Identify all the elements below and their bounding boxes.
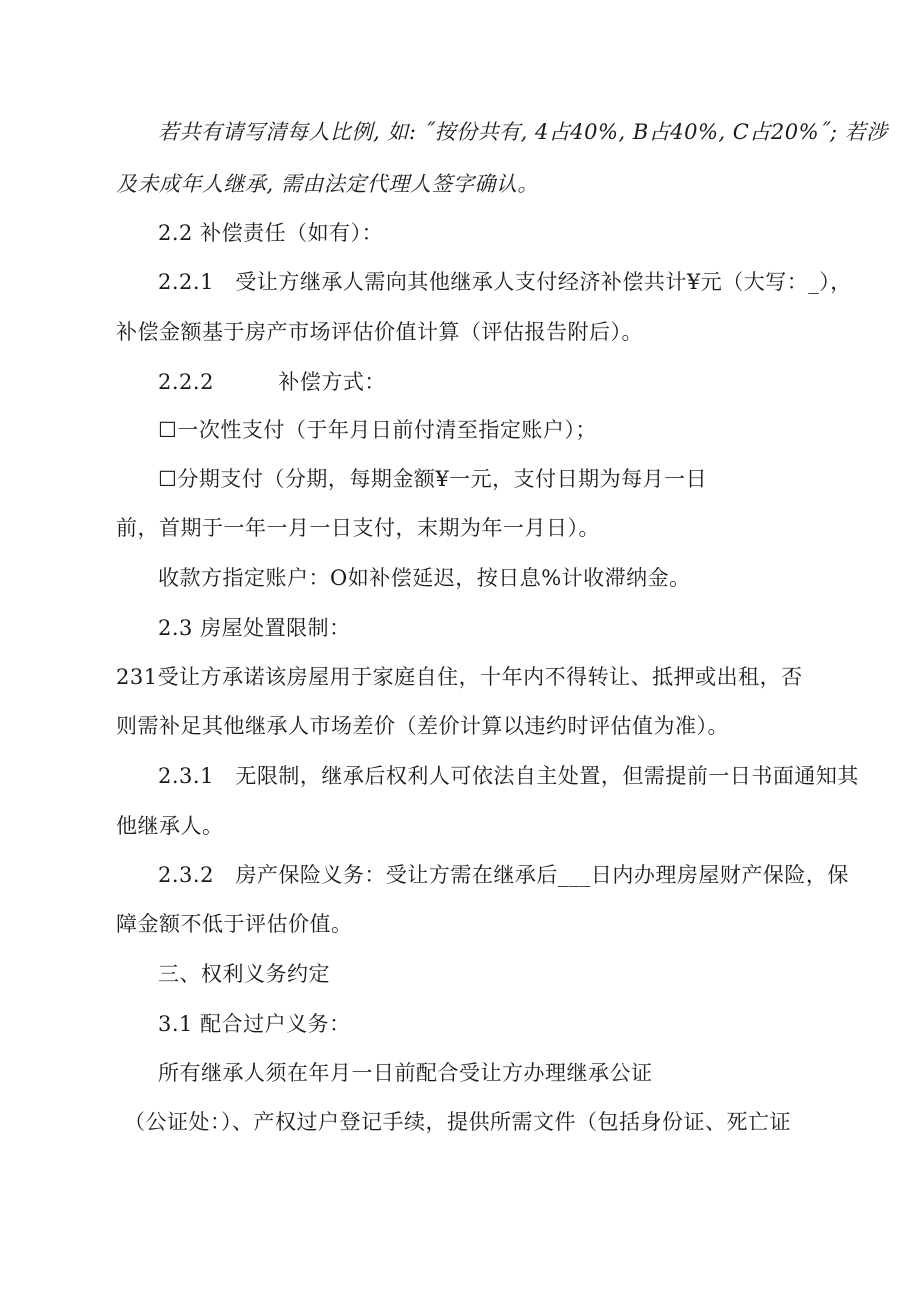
clause-3-1-line-2: （公证处：）、产权过户登记手续，提供所需文件（包括身份证、死亡证 bbox=[124, 1110, 791, 1134]
section-2-2-heading: 2.2 补偿责任（如有）： bbox=[158, 221, 384, 245]
clause-2-3-2-line-1: 2.3.2 房产保险义务：受让方需在继承后___日内办理房屋财产保险，保 bbox=[158, 863, 849, 887]
clause-2-3-1-line-1: 231受让方承诺该房屋用于家庭自住，十年内不得转让、抵押或出租，否 bbox=[116, 665, 803, 689]
section-3-1-heading: 3.1 配合过户义务： bbox=[158, 1012, 351, 1036]
clause-2-2-1-line-2: 补偿金额基于房产市场评估价值计算（评估报告附后）。 bbox=[116, 320, 643, 344]
option-lump-sum: ☐一次性支付（于年月日前付清至指定账户）； bbox=[158, 418, 597, 442]
clause-2-3-1b-line-2: 他继承人。 bbox=[116, 814, 224, 838]
clause-3-1-line-1: 所有继承人须在年月一日前配合受让方办理继承公证 bbox=[158, 1061, 653, 1085]
clause-2-2-1-line-1: 2.2.1 受让方继承人需向其他继承人支付经济补偿共计¥元（大写：_）， bbox=[158, 270, 852, 294]
option-installment-line-2: 前，首期于一年一月一日支付，末期为年一月日）。 bbox=[116, 516, 600, 540]
clause-2-3-1b-line-1: 2.3.1 无限制，继承后权利人可依法自主处置，但需提前一日书面通知其 bbox=[158, 764, 859, 788]
clause-2-3-1-line-2: 则需补足其他继承人市场差价（差价计算以违约时评估值为准）。 bbox=[116, 714, 729, 738]
clause-2-3-2-line-2: 障金额不低于评估价值。 bbox=[116, 912, 353, 936]
clause-2-2-2-heading: 2.2.2 补偿方式： bbox=[158, 370, 386, 394]
option-installment-line-1: ☐分期支付（分期，每期金额¥一元，支付日期为每月一日 bbox=[158, 467, 708, 491]
para-shares-line-1: 若共有请写清每人比例, 如: ˝按份共有, 4占40%, B占40%, C占20%˝; 若涉 bbox=[158, 120, 888, 144]
section-3-heading: 三、权利义务约定 bbox=[158, 962, 330, 986]
section-2-3-heading: 2.3 房屋处置限制： bbox=[158, 616, 351, 640]
payee-account-line: 收款方指定账户：O如补偿延迟，按日息%计收滞纳金。 bbox=[158, 566, 691, 590]
para-shares-line-2: 及未成年人继承, 需由法定代理人签字确认。 bbox=[116, 172, 539, 196]
